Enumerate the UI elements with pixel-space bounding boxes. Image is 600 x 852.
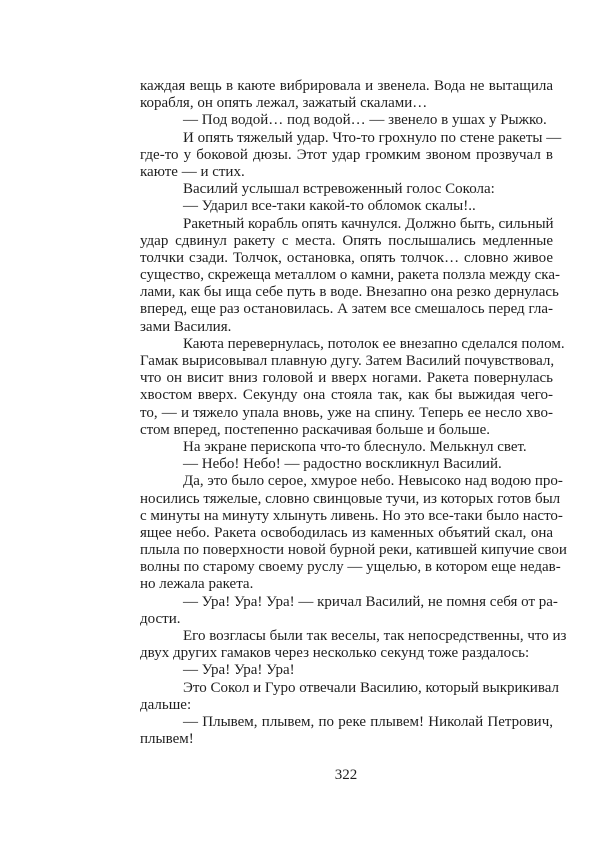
text-line: корабля, он опять лежал, зажатый скалами… — [140, 95, 428, 112]
paragraph — [140, 112, 553, 129]
text-line: что он висит вниз головой и вверх ногами. Ракета повернулась — [140, 370, 553, 387]
text-line: Василий услышал встревоженный голос Сокола: — [183, 181, 495, 198]
text-line: — Плывем, плывем, по реке плывем! Николай Петрович, — [183, 713, 553, 730]
text-line: Ракетный корабль опять качнулся. Должно быть, сильный — [183, 215, 554, 232]
text-line: плыла по поверхности новой бурной реки, катившей кипучие свои — [140, 542, 567, 559]
text-line: двух других гамаков через несколько секунд тоже раздалось: — [140, 645, 530, 662]
text-line: дальше: — [140, 696, 192, 713]
text-line: Да, это было серое, хмурое небо. Невысоко над водою про- — [183, 473, 563, 490]
text-line: На экране перископа что-то блеснуло. Мелькнул свет. — [183, 438, 527, 455]
page-number: 322 — [334, 767, 358, 783]
text-line: — Ура! Ура! Ура! — кричал Василий, не помня себя от ра- — [183, 593, 558, 610]
text-line: где-то у боковой дюзы. Этот удар громким звоном прозвучал в — [140, 146, 553, 163]
paragraph — [140, 198, 553, 215]
text-line: — Под водой… под водой… — звенело в ушах у Рыжко. — [183, 112, 547, 129]
text-line: зами Василия. — [140, 318, 232, 335]
paragraph — [140, 662, 553, 679]
paragraph — [140, 628, 567, 662]
text-line: стом вперед, постепенно раскачивая больше и больше. — [140, 421, 491, 438]
text-line: Каюта перевернулась, потолок ее внезапно сделался полом. — [183, 335, 565, 352]
text-line: удар сдвинул ракету с места. Опять послышались медленные — [140, 232, 553, 249]
text-line: толчки сзади. Толчок, остановка, опять толчок… словно живое — [140, 249, 553, 266]
text-line: плывем! — [140, 731, 194, 748]
paragraph — [140, 335, 565, 439]
text-line: лами, как бы ища себе путь в воде. Внезапно она резко дернулась — [140, 284, 559, 301]
text-line: волны по старому своему руслу — ущелью, в котором еще недав- — [140, 559, 561, 576]
body-text — [140, 78, 567, 748]
paragraph — [140, 129, 562, 182]
text-line: с минуты на минуту хлынуть ливень. Но это все-таки было насто- — [140, 507, 563, 524]
text-line: то, — и тяжело упала вновь, уже на спину. Теперь ее несло хво- — [140, 404, 553, 421]
text-line: вперед, еще раз остановилась. А затем все смешалось перед гла- — [140, 301, 553, 318]
paragraph — [140, 439, 553, 456]
text-line: — Небо! Небо! — радостно воскликнул Василий. — [183, 456, 502, 473]
text-line: И опять тяжелый удар. Что-то грохнуло по стене ракеты — — [183, 129, 562, 146]
text-line: Это Сокол и Гуро отвечали Василию, который выкрикивал — [183, 679, 559, 696]
text-line: — Ударил все-таки какой-то обломок скалы!.. — [183, 198, 476, 215]
paragraph — [140, 215, 561, 336]
text-line: хвостом вверх. Секунду она стояла так, как бы выжидая чего- — [140, 387, 553, 404]
text-line: Его возгласы были так веселы, так непосредственны, что из — [183, 628, 567, 644]
text-line: но лежала ракета. — [140, 576, 254, 593]
paragraph — [140, 593, 558, 628]
text-line: каждая вещь в каюте вибрировала и звенела. Вода не вытащила — [140, 78, 553, 94]
paragraph — [140, 181, 553, 198]
text-line: каюте — и стих. — [140, 163, 245, 180]
paragraph — [140, 78, 553, 112]
text-line: Гамак вырисовывал плавную дугу. Затем Василий почувствовал, — [140, 353, 555, 369]
text-line: ящее небо. Ракета освободилась из каменных объятий скал, она — [140, 524, 553, 541]
paragraph — [140, 714, 553, 748]
text-line: — Ура! Ура! Ура! — [183, 662, 295, 679]
text-line: дости. — [140, 610, 181, 627]
text-line: носились тяжелые, словно свинцовые тучи, из которых готов был — [140, 490, 561, 507]
text-line: существо, скрежеща металлом о камни, ракета ползла между ска- — [140, 267, 561, 284]
paragraph — [140, 456, 553, 473]
paragraph — [140, 473, 567, 593]
paragraph — [140, 679, 559, 714]
